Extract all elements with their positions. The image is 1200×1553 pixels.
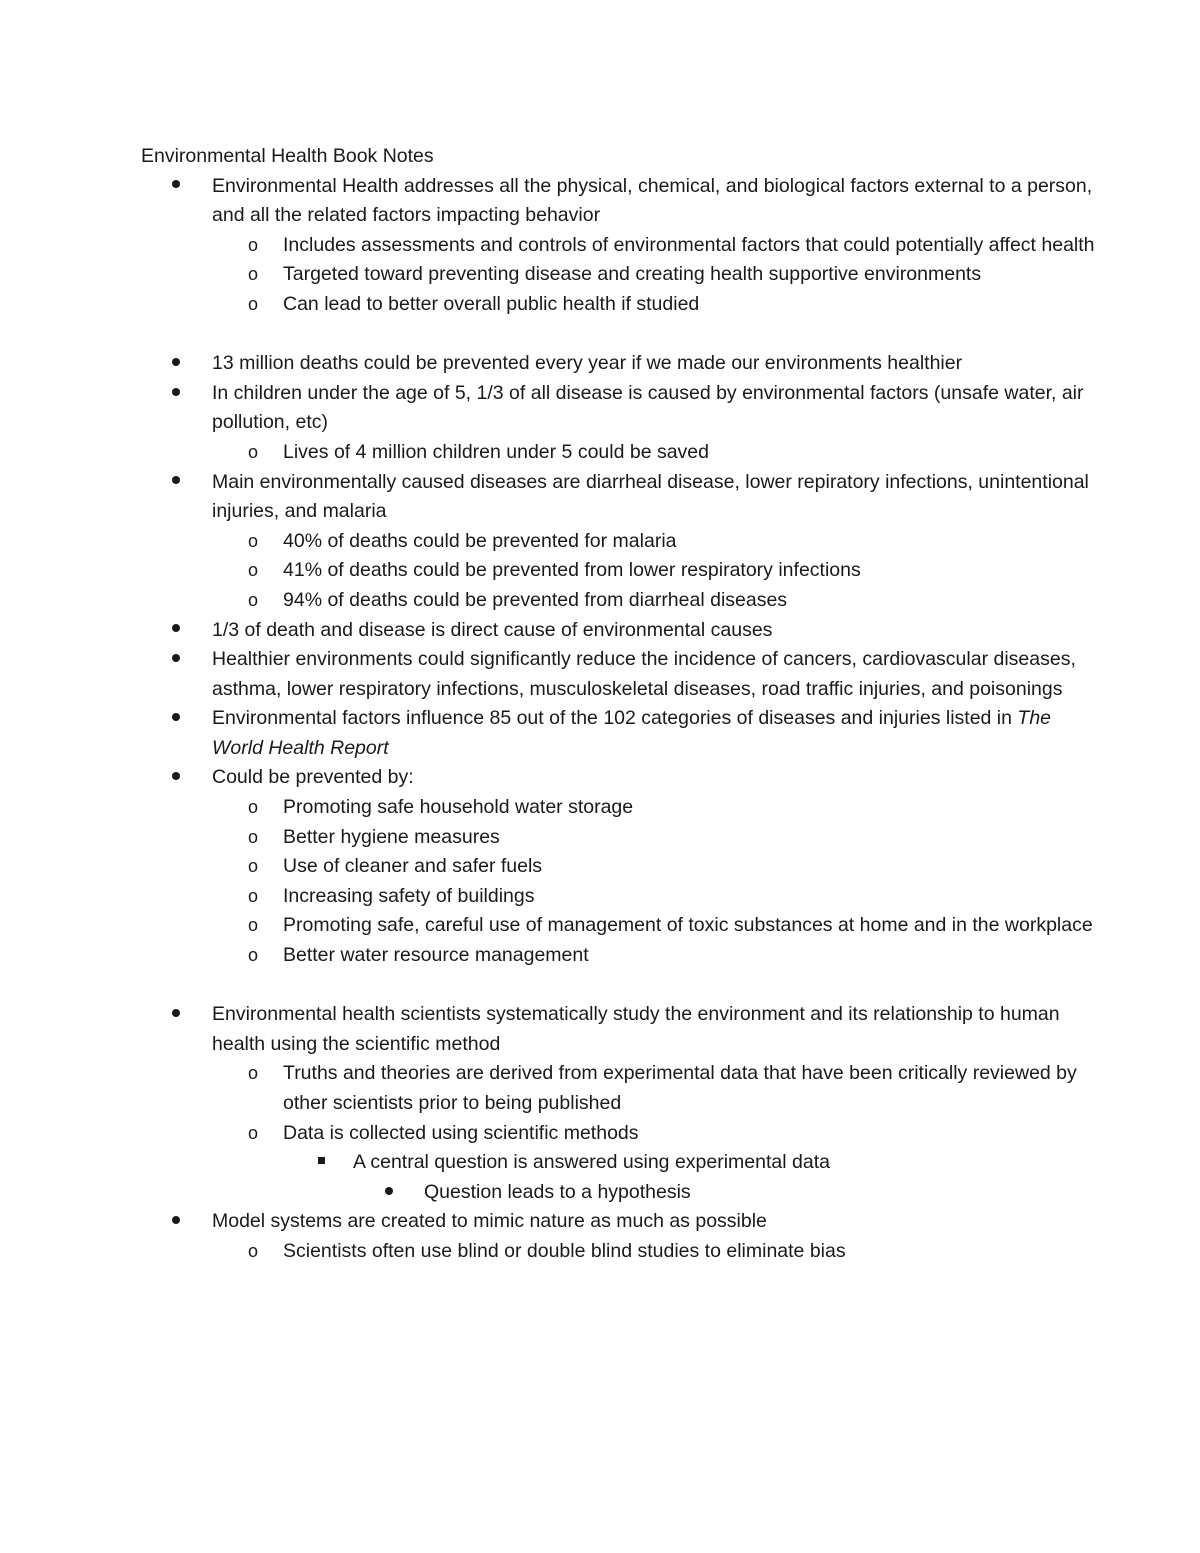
list-item-text: Promoting safe, careful use of management of toxic substances at home and in the workplace (283, 914, 1093, 937)
list-item-text: Could be prevented by: (212, 766, 414, 789)
list-item-text: Includes assessments and controls of environmental factors that could potentially affect health (283, 233, 1095, 256)
list-item-text: Scientists often use blind or double blind studies to eliminate bias (283, 1239, 846, 1262)
circle-bullet-icon: o (248, 441, 259, 462)
bullet-icon (172, 704, 180, 734)
document-title: Environmental Health Book Notes (141, 145, 434, 167)
list-item-level-2 (0, 556, 1200, 586)
list-item-text: 41% of deaths could be prevented from lower respiratory infections (283, 559, 861, 582)
list-item-text: 40% of deaths could be prevented for malaria (283, 529, 677, 552)
list-item-level-2 (0, 290, 1200, 320)
list-item-level-2 (0, 793, 1200, 823)
bullet-icon (172, 349, 180, 379)
list-item-text: Question leads to a hypothesis (424, 1180, 691, 1203)
circle-bullet-icon: o (248, 945, 259, 966)
list-item-level-2 (0, 1237, 1200, 1267)
list-item-level-2 (0, 586, 1200, 616)
circle-bullet-icon: o (248, 234, 259, 255)
circle-bullet-icon: o (248, 293, 259, 314)
list-item-text: Model systems are created to mimic nature as much as possible (212, 1210, 767, 1233)
list-item-text: Targeted toward preventing disease and creating health supportive environments (283, 263, 982, 286)
list-item-level-2 (0, 438, 1200, 468)
bullet-icon (172, 616, 180, 646)
bullet-icon (385, 1178, 393, 1208)
list-item-level-1 (0, 349, 1200, 379)
circle-bullet-icon: o (248, 826, 259, 847)
list-item-text: Data is collected using scientific methods (283, 1121, 639, 1144)
list-item-level-2 (0, 941, 1200, 971)
list-item-text: Main environmentally caused diseases are diarrheal disease, lower repiratory infections, unintentional injuries, and malaria (212, 470, 1089, 523)
list-item-text: Lives of 4 million children under 5 could be saved (283, 440, 710, 463)
bullet-icon (172, 379, 180, 409)
list-item-text: In children under the age of 5, 1/3 of all disease is caused by environmental factors (unsafe water, air pollution, etc) (212, 381, 1084, 434)
list-item-level-1 (0, 704, 1200, 763)
list-item-text: Better hygiene measures (283, 825, 500, 848)
circle-bullet-icon: o (248, 885, 259, 906)
circle-bullet-icon: o (248, 856, 259, 877)
list-item-level-2 (0, 527, 1200, 557)
list-item-level-1 (0, 616, 1200, 646)
list-item-text: Environmental Health addresses all the physical, chemical, and biological factors external to a person, and all the related factors impacting behavior (212, 174, 1093, 227)
list-item-level-2 (0, 823, 1200, 853)
circle-bullet-icon: o (248, 1240, 259, 1261)
square-bullet-icon (318, 1148, 325, 1178)
list-item-text: Environmental health scientists systematically study the environment and its relationship to human health using the scientific method (212, 1003, 1060, 1055)
list-item-level-3 (0, 1148, 1200, 1178)
circle-bullet-icon: o (248, 589, 259, 610)
blank-line (0, 971, 1200, 1001)
list-item-text: Truths and theories are derived from experimental data that have been critically reviewed by other scientists prior to being published (283, 1062, 1077, 1114)
list-item-level-2 (0, 231, 1200, 261)
list-item-level-2 (0, 882, 1200, 912)
bullet-icon (172, 763, 180, 793)
circle-bullet-icon: o (248, 530, 259, 551)
list-item-text: A central question is answered using experimental data (353, 1151, 830, 1174)
list-item-level-2 (0, 1059, 1200, 1118)
circle-bullet-icon: o (248, 1063, 259, 1084)
bullet-icon (172, 468, 180, 498)
list-item-level-1 (0, 468, 1200, 527)
notes-list (0, 172, 1200, 1267)
list-item-level-1 (0, 645, 1200, 704)
list-item-text: Can lead to better overall public health if studied (283, 292, 700, 315)
list-item-level-1 (0, 1000, 1200, 1059)
bullet-icon (172, 645, 180, 675)
list-item-text: Healthier environments could significantly reduce the incidence of cancers, cardiovascular diseases, asthma, lower respiratory infections, musculoskeletal diseases, road traffic injuries, and poisonings (212, 648, 1076, 700)
list-item-level-1 (0, 1207, 1200, 1237)
report-title: The World Health Report (212, 707, 1052, 759)
list-item-level-2 (0, 852, 1200, 882)
bullet-icon (172, 172, 180, 202)
list-item-level-2 (0, 260, 1200, 290)
circle-bullet-icon: o (248, 264, 259, 285)
list-item-level-1 (0, 379, 1200, 438)
list-item-text: 1/3 of death and disease is direct cause of environmental causes (212, 618, 773, 641)
list-item-level-1 (0, 172, 1200, 231)
list-item-text: 94% of deaths could be prevented from diarrheal diseases (283, 588, 788, 611)
bullet-icon (172, 1000, 180, 1030)
list-item-text: Better water resource management (283, 944, 589, 967)
circle-bullet-icon: o (248, 560, 259, 581)
list-item-level-2 (0, 1119, 1200, 1149)
list-item-level-4 (0, 1178, 1200, 1208)
list-item-text: 13 million deaths could be prevented every year if we made our environments healthier (212, 352, 963, 375)
list-item-level-2 (0, 911, 1200, 941)
circle-bullet-icon: o (248, 915, 259, 936)
list-item-text: Promoting safe household water storage (283, 796, 634, 819)
list-item-text: Increasing safety of buildings (283, 884, 535, 907)
list-item-text: Environmental factors influence 85 out of the 102 categories of diseases and injuries listed in (212, 707, 1018, 730)
list-item-level-1 (0, 763, 1200, 793)
circle-bullet-icon: o (248, 1122, 259, 1143)
circle-bullet-icon: o (248, 797, 259, 818)
blank-line (0, 320, 1200, 350)
bullet-icon (172, 1207, 180, 1237)
list-item-text: Use of cleaner and safer fuels (283, 855, 543, 878)
